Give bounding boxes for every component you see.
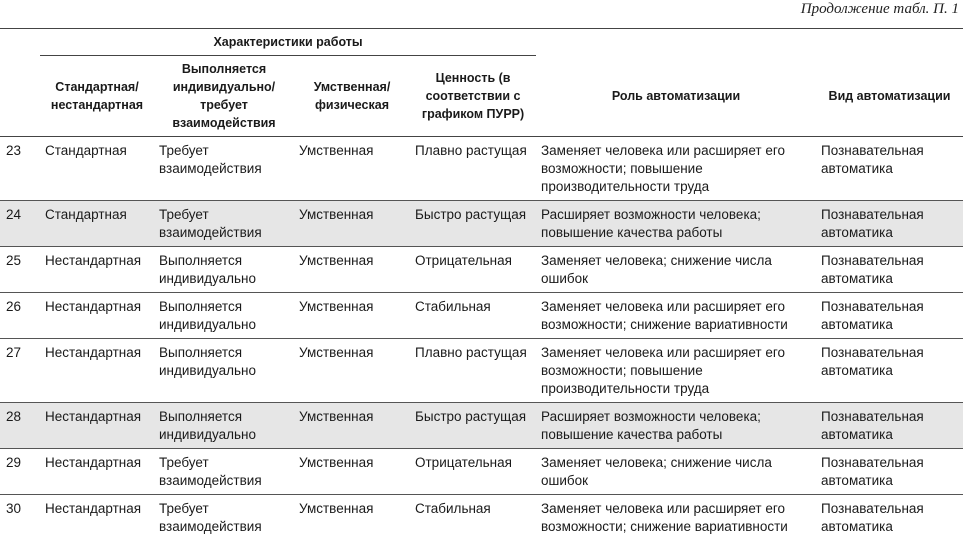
- cell-kind: Познавательная автоматика: [816, 201, 963, 247]
- cell-standard: Нестандартная: [40, 403, 154, 449]
- cell-individual: Выполняется индивидуально: [154, 293, 294, 339]
- cell-value: Быстро растущая: [410, 201, 536, 247]
- cell-standard: Нестандартная: [40, 449, 154, 495]
- table-row: [0, 339, 963, 403]
- cell-role: Заменяет человека или расширяет его возможности; снижение вариативности: [541, 501, 788, 534]
- cell-mental: Умственная: [294, 293, 410, 339]
- cell-kind: Познавательная автоматика: [816, 293, 963, 339]
- table-row: [0, 137, 963, 201]
- cell-value: Плавно растущая: [410, 339, 536, 403]
- table-caption: Продолжение табл. П. 1: [800, 1, 959, 17]
- cell-role: Расширяет возможности человека; повышение качества работы: [536, 201, 816, 247]
- cell-standard: Нестандартная: [40, 247, 154, 293]
- table-row: [0, 495, 963, 540]
- cell-mental: Умственная: [294, 339, 410, 403]
- cell-individual: Выполняется индивидуально: [154, 403, 294, 449]
- cell-individual: Требует взаимодействия: [154, 449, 294, 495]
- header-kind: Вид автоматизации: [816, 56, 963, 137]
- cell-kind: Познавательная автоматика: [816, 403, 963, 449]
- cell-kind: Познавательная автоматика: [816, 449, 963, 495]
- cell-role: Заменяет человека или расширяет его возможности; снижение вариативности: [536, 293, 816, 339]
- cell-value: Быстро растущая: [410, 403, 536, 449]
- cell-value: Отрицательная: [410, 449, 536, 495]
- row-number: 30: [6, 501, 22, 516]
- cell-kind: Познавательная автоматика: [816, 247, 963, 293]
- table-row: [0, 247, 963, 293]
- table-body: [0, 137, 963, 540]
- header-role: Роль автоматизации: [536, 56, 816, 137]
- cell-value: Стабильная: [410, 293, 536, 339]
- cell-value: Плавно растущая: [410, 137, 536, 201]
- header-group-title: Характеристики работы: [40, 29, 536, 56]
- cell-role: Заменяет человека или расширяет его возможности; повышение производительности труда: [536, 137, 816, 201]
- cell-mental: Умственная: [294, 247, 410, 293]
- cell-kind: Познавательная автоматика: [816, 137, 963, 201]
- header-num: [0, 56, 40, 137]
- header-standard: Стандартная/ нестандартная: [40, 56, 154, 137]
- header-spacer: [0, 29, 40, 56]
- header-columns-row: [0, 56, 963, 137]
- cell-value: Стабильная: [415, 501, 491, 516]
- table-row: [0, 201, 963, 247]
- cell-mental: Умственная: [294, 403, 410, 449]
- cell-mental: Умственная: [299, 501, 374, 516]
- table-header: [0, 29, 963, 137]
- cell-role: Расширяет возможности человека; повышение качества работы: [536, 403, 816, 449]
- cell-standard: Стандартная: [40, 137, 154, 201]
- row-number: 28: [0, 403, 40, 449]
- header-value: Ценность (в соответствии с графиком ПУРР): [410, 56, 536, 137]
- cell-standard: Нестандартная: [40, 293, 154, 339]
- cell-standard: Нестандартная: [40, 339, 154, 403]
- cell-individual: Требует взаимодействия: [154, 137, 294, 201]
- header-group-row: [0, 29, 963, 56]
- cell-role: Заменяет человека; снижение числа ошибок: [536, 247, 816, 293]
- cell-mental: Умственная: [294, 201, 410, 247]
- cell-mental: Умственная: [294, 449, 410, 495]
- cell-individual: Выполняется индивидуально: [154, 247, 294, 293]
- cell-individual: Требует взаимодействия: [159, 501, 262, 534]
- cell-standard: Стандартная: [40, 201, 154, 247]
- cell-individual: Требует взаимодействия: [154, 201, 294, 247]
- cell-individual: Выполняется индивидуально: [154, 339, 294, 403]
- cell-role: Заменяет человека или расширяет его возможности; повышение производительности труда: [536, 339, 816, 403]
- header-individual: Выполняется индивидуально/ требует взаимодействия: [154, 56, 294, 137]
- row-number: 24: [0, 201, 40, 247]
- header-spacer: [816, 29, 963, 56]
- row-number: 25: [0, 247, 40, 293]
- cell-kind: Познавательная автоматика: [816, 339, 963, 403]
- cell-role: Заменяет человека; снижение числа ошибок: [536, 449, 816, 495]
- header-mental: Умственная/ физическая: [294, 56, 410, 137]
- data-table: [0, 28, 963, 540]
- row-number: 26: [0, 293, 40, 339]
- table-row: [0, 403, 963, 449]
- cell-kind: Познавательная автоматика: [821, 501, 924, 534]
- row-number: 27: [0, 339, 40, 403]
- table-row: [0, 293, 963, 339]
- header-spacer: [536, 29, 816, 56]
- row-number: 29: [0, 449, 40, 495]
- row-number: 23: [0, 137, 40, 201]
- table-row: [0, 449, 963, 495]
- cell-mental: Умственная: [294, 137, 410, 201]
- cell-value: Отрицательная: [410, 247, 536, 293]
- cell-standard: Нестандартная: [45, 501, 142, 516]
